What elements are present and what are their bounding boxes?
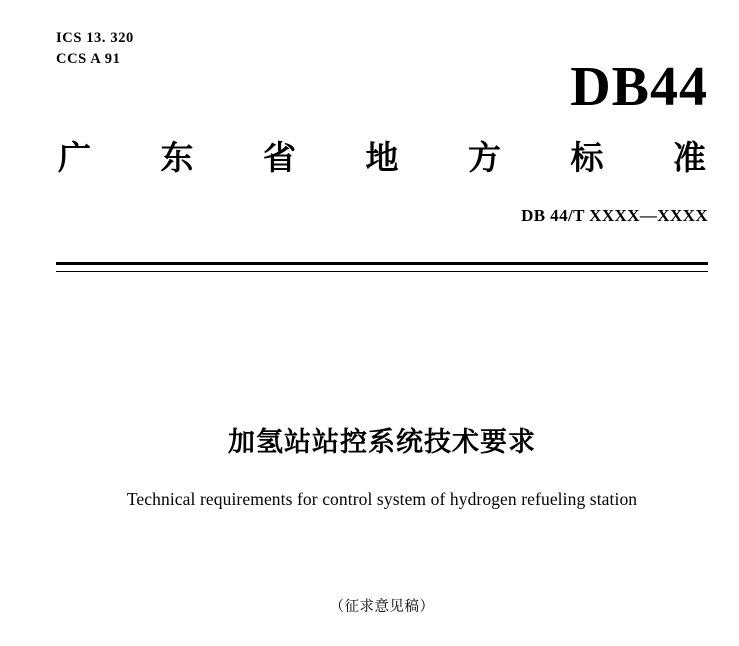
standard-mark: DB44 <box>570 56 708 118</box>
authority-char-6: 标 <box>570 138 604 177</box>
authority-char-4: 地 <box>365 138 399 177</box>
cover-content <box>56 0 708 646</box>
authority-char-5: 方 <box>468 138 501 177</box>
document-title-chinese: 加氢站站控系统技术要求 <box>228 427 536 458</box>
header-rule-thin <box>56 271 708 272</box>
document-title-english: Technical requirements for control system of hydrogen refueling station <box>126 489 638 509</box>
ccs-code: CCS A 91 <box>56 51 121 67</box>
standard-number: DB 44/T XXXX—XXXX <box>521 206 708 225</box>
authority-char-2: 东 <box>160 138 194 177</box>
header-rule-thick <box>56 262 708 265</box>
authority-char-7: 准 <box>673 138 706 177</box>
standard-authority-title <box>58 136 706 180</box>
draft-status-note: （征求意见稿） <box>329 599 435 615</box>
authority-char-1: 广 <box>58 138 91 177</box>
authority-char-3: 省 <box>263 138 296 177</box>
ics-code: ICS 13. 320 <box>56 30 134 46</box>
classification-codes <box>56 28 134 70</box>
